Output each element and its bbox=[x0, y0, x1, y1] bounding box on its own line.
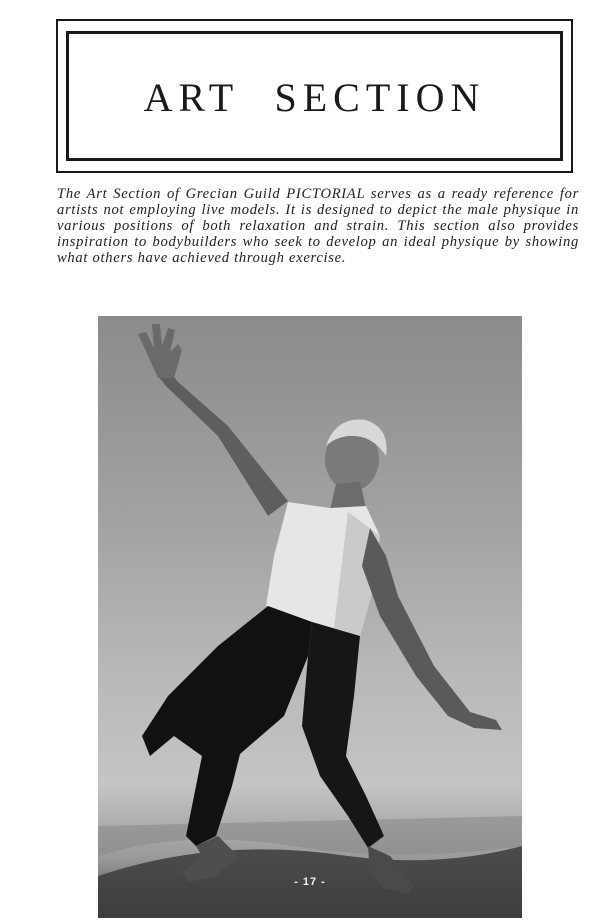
intro-paragraph: The Art Section of Grecian Guild PICTORIAL serves as a ready reference for artists not employing live models. It is designed to depict the male physique in various positions of both relaxation and strain. This section also provides inspiration to bodybuilders who seek to develop an ideal physique by showing what others have achieved through exercise. bbox=[57, 186, 579, 266]
lowered-arm bbox=[362, 528, 502, 730]
title-frame-inner bbox=[66, 31, 563, 161]
trousers-right-leg bbox=[302, 622, 384, 848]
title-frame bbox=[56, 19, 573, 173]
neck bbox=[330, 482, 366, 510]
raised-arm bbox=[158, 372, 288, 516]
section-title: ART SECTION bbox=[143, 74, 486, 120]
raised-hand bbox=[138, 324, 182, 378]
figure-photograph bbox=[98, 316, 522, 918]
page-number: - 17 - bbox=[294, 876, 326, 888]
posing-figure-illustration bbox=[98, 316, 522, 918]
ground-horizon bbox=[98, 816, 522, 856]
trousers-left-leg bbox=[142, 606, 312, 846]
